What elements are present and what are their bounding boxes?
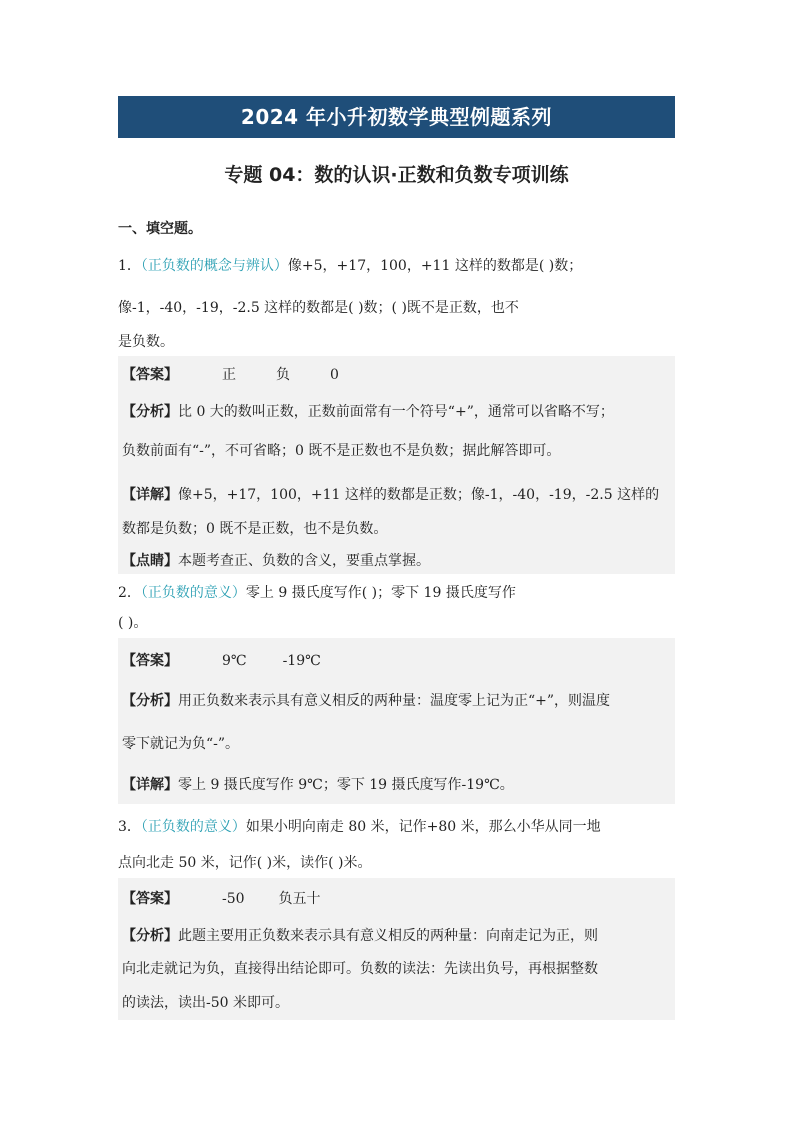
q3-analysis-text-1: 此题主要用正负数来表示具有意义相反的两种量：向南走记为正，则: [178, 928, 598, 944]
q2-detail-label: 【详解】: [122, 777, 178, 793]
q2-answer-1: 9℃: [222, 653, 247, 669]
q1-answer-label: 【答案】: [122, 367, 178, 383]
q1-tag: （正负数的概念与辨认）: [140, 258, 288, 274]
q1-note: [122, 550, 430, 570]
q1-answer-2: 负: [276, 367, 290, 383]
q3-number: 3．: [118, 819, 141, 835]
q2-detail-text-1: 零上 9 摄氏度写作 9℃；零下 19 摄氏度写作-19℃。: [178, 777, 514, 793]
q1-note-label: 【点睛】: [122, 553, 178, 569]
q1-number: 1．: [118, 258, 141, 274]
q3-analysis-1: [122, 925, 598, 945]
q1-analysis-2: 负数前面有“-”，不可省略；0 既不是正数也不是负数；据此解答即可。: [122, 443, 561, 459]
q1-note-text: 本题考查正、负数的含义，要重点掌握。: [178, 553, 430, 569]
q3-line-1: [118, 816, 601, 836]
q3-answer-label: 【答案】: [122, 891, 178, 907]
q1-detail-2: 数都是负数；0 既不是正数，也不是负数。: [122, 521, 388, 537]
q1-analysis-text-1: 比 0 大的数叫正数，正数前面常有一个符号“+”，通常可以省略不写；: [178, 404, 614, 420]
q1-analysis-1: [122, 401, 614, 421]
q2-answer-label: 【答案】: [122, 653, 178, 669]
q3-tag: （正负数的意义）: [140, 819, 246, 835]
q2-number: 2．: [118, 585, 141, 601]
q3-analysis-2: 向北走就记为负，直接得出结论即可。负数的读法：先读出负号，再根据整数: [122, 961, 598, 977]
q2-analysis-text-1: 用正负数来表示具有意义相反的两种量：温度零上记为正“+”，则温度: [178, 693, 611, 709]
q2-detail-1: [122, 774, 514, 794]
q1-answer: [122, 364, 339, 384]
q3-answer: [122, 888, 321, 908]
q3-answer-1: -50: [222, 891, 245, 907]
q1-answer-1: 正: [222, 367, 236, 383]
q1-answer-3: 0: [330, 367, 339, 383]
q1-solution-box: [118, 356, 675, 574]
q2-text-1: 零上 9 摄氏度写作( )；零下 19 摄氏度写作: [245, 585, 516, 601]
q2-line-2: ( )。: [118, 615, 148, 631]
section-title: 一、填空题。: [118, 221, 202, 237]
topic-title: 专题 04：数的认识·正数和负数专项训练: [224, 164, 569, 186]
q1-line-2: 像-1，-40，-19，-2.5 这样的数都是( )数；( )既不是正数，也不: [118, 300, 519, 316]
q1-line-3: 是负数。: [118, 334, 174, 350]
q3-text-1: 如果小明向南走 80 米，记作+80 米，那么小华从同一地: [245, 819, 601, 835]
q3-line-2: 点向北走 50 米，记作( )米，读作( )米。: [118, 855, 372, 871]
q3-analysis-3: 的读法，读出-50 米即可。: [122, 995, 289, 1011]
q1-detail-text-1: 像+5，+17，100，+11 这样的数都是正数；像-1，-40，-19，-2.5 这样的: [178, 487, 660, 503]
q2-analysis-1: [122, 690, 610, 710]
q1-text-1: 像+5，+17，100，+11 这样的数都是( )数；: [287, 258, 583, 274]
q1-detail-1: [122, 484, 659, 504]
q2-analysis-2: 零下就记为负“-”。: [122, 736, 240, 752]
q2-line-1: [118, 582, 516, 602]
q3-answer-2: 负五十: [278, 891, 321, 907]
series-banner: 2024 年小升初数学典型例题系列: [118, 96, 675, 138]
q2-answer: [122, 650, 321, 670]
q1-analysis-label: 【分析】: [122, 404, 178, 420]
q2-answer-2: -19℃: [282, 653, 321, 669]
q1-detail-label: 【详解】: [122, 487, 178, 503]
q3-analysis-label: 【分析】: [122, 928, 178, 944]
q1-line-1: [118, 255, 582, 275]
q2-analysis-label: 【分析】: [122, 693, 178, 709]
q2-tag: （正负数的意义）: [140, 585, 246, 601]
